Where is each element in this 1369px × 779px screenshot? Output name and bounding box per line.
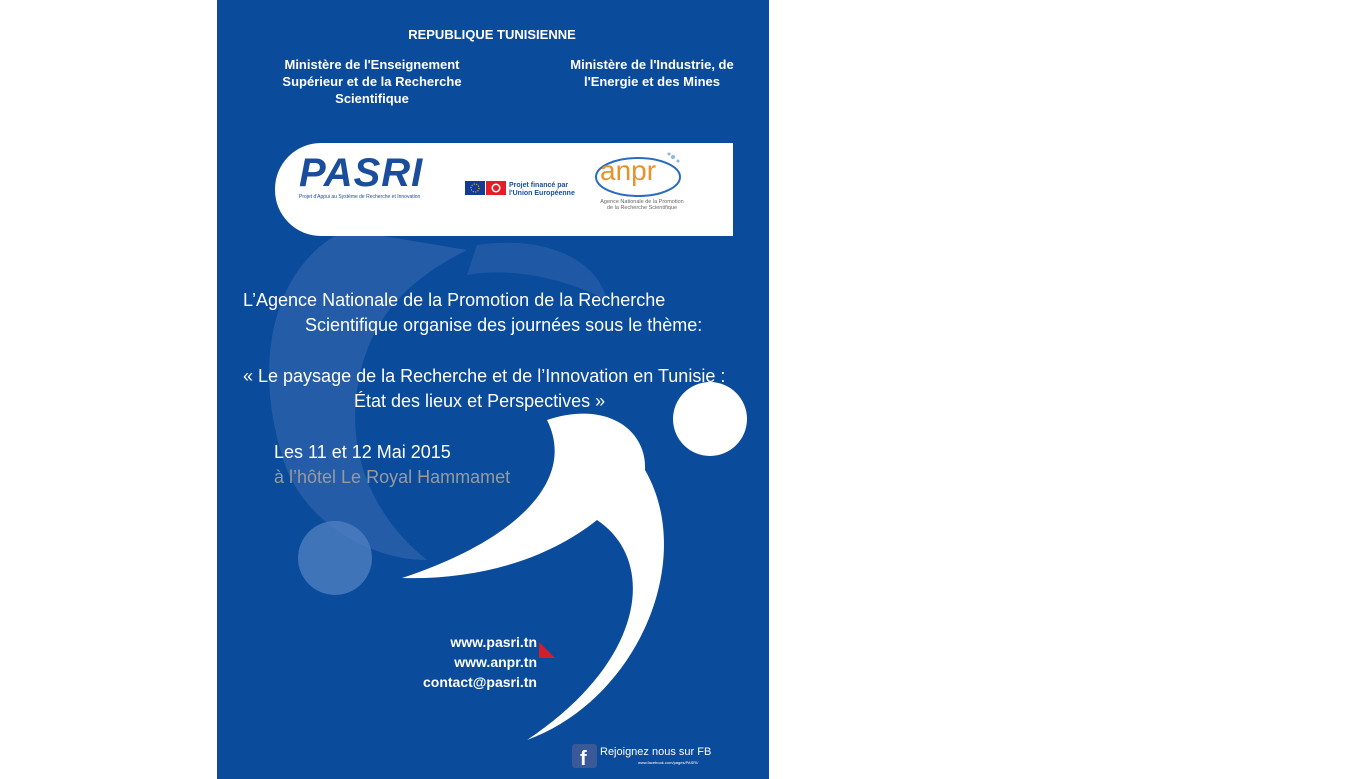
facebook-url[interactable]: www.facebook.com/pages/PASRI/ bbox=[638, 760, 699, 765]
pasri-logo: PASRI bbox=[299, 151, 424, 195]
anpr-line1: Agence Nationale de la Promotion bbox=[600, 199, 684, 205]
ministry-right bbox=[552, 56, 752, 90]
anpr-line2: de la Recherche Scientifique bbox=[606, 205, 677, 211]
figure-head bbox=[673, 382, 747, 456]
eu-funding-text bbox=[509, 182, 575, 198]
country-heading: REPUBLIQUE TUNISIENNE bbox=[408, 27, 576, 42]
contact-email-link[interactable]: contact@pasri.tn bbox=[422, 674, 537, 690]
ministry-left-line2: Supérieur et de la Recherche Scientifique bbox=[282, 74, 462, 106]
facebook-icon[interactable] bbox=[572, 744, 597, 768]
event-venue: à l’hôtel Le Royal Hammamet bbox=[274, 467, 511, 487]
red-accent-triangle bbox=[539, 642, 555, 658]
pasri-tagline: Projet d'Appui au Système de Recherche et Innovation bbox=[299, 194, 421, 200]
anpr-logo: anpr bbox=[600, 155, 657, 186]
contact-block bbox=[377, 632, 537, 692]
ministry-left-line1: Ministère de l'Enseignement bbox=[284, 57, 460, 72]
facebook-label[interactable]: Rejoignez nous sur FB bbox=[600, 746, 712, 758]
intro-line1: L’Agence Nationale de la Promotion de la Recherche bbox=[243, 290, 666, 310]
website-anpr-link[interactable]: www.anpr.tn bbox=[454, 654, 537, 670]
eu-flag-icon bbox=[465, 181, 507, 197]
ministry-right-line1: Ministère de l'Industrie, de bbox=[570, 57, 734, 72]
website-pasri-link[interactable]: www.pasri.tn bbox=[450, 634, 537, 650]
ministry-right-line2: l'Energie et des Mines bbox=[583, 74, 721, 89]
anpr-tagline bbox=[597, 199, 687, 211]
logo-band bbox=[275, 143, 733, 236]
svg-text:f: f bbox=[580, 748, 587, 768]
ministry-left bbox=[247, 56, 497, 107]
eu-line1: Projet financé par bbox=[509, 182, 569, 189]
intro-line2: Scientifique organise des journées sous le thème: bbox=[305, 315, 703, 335]
event-poster bbox=[217, 0, 769, 779]
theme-line1: « Le paysage de la Recherche et de l’Innovation en Tunisie : bbox=[243, 366, 726, 386]
theme-line2: État des lieux et Perspectives » bbox=[354, 391, 606, 411]
event-date: Les 11 et 12 Mai 2015 bbox=[274, 442, 451, 462]
faint-circle bbox=[298, 521, 372, 595]
eu-line2: l'Union Européenne bbox=[509, 190, 575, 197]
